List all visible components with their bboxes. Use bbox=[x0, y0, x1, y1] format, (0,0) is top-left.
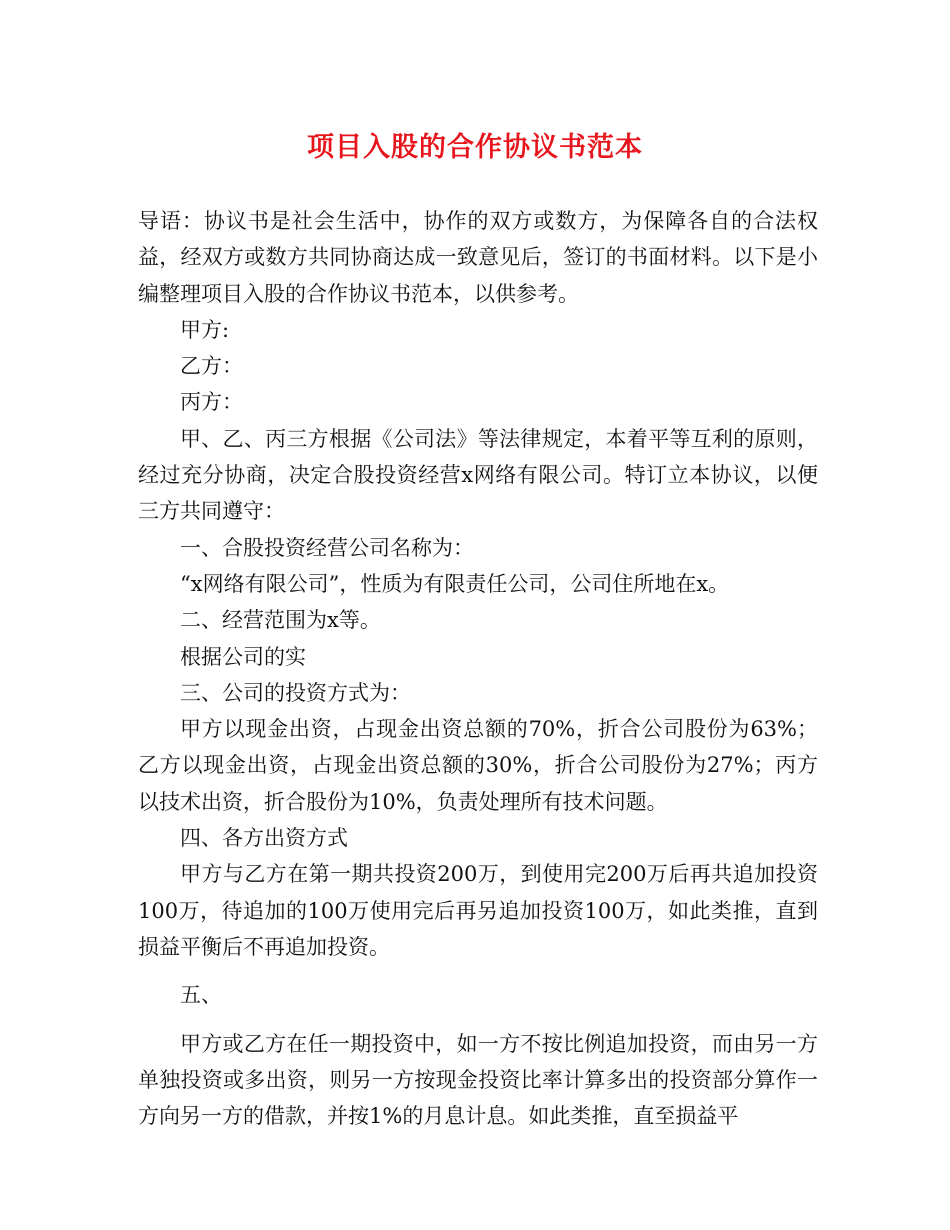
section-5-heading: 五、 bbox=[180, 983, 222, 1008]
party-b-line: 乙方： bbox=[180, 354, 243, 379]
section-5-text: 甲方或乙方在任一期投资中，如一方不按比例追加投资，而由另一方单独投资或多出资，则另一方按现金投资比率计算多出的投资部分算作一方向另一方的借款，并按1%的月息计息。如此类推，直至损益平 bbox=[138, 1031, 818, 1129]
section-2-heading: 二、经营范围为x等。 bbox=[180, 608, 381, 633]
intro-paragraph: 导语：协议书是社会生活中，协作的双方或数方，为保障各自的合法权益，经双方或数方共同协商达成一致意见后，签订的书面材料。以下是小编整理项目入股的合作协议书范本，以供参考。 bbox=[138, 209, 818, 306]
document-body bbox=[138, 203, 818, 1134]
section-3-heading: 三、公司的投资方式为： bbox=[180, 680, 411, 705]
section-4-heading: 四、各方出资方式 bbox=[180, 826, 348, 851]
document-title: 项目入股的合作协议书范本 bbox=[307, 132, 643, 163]
preamble-paragraph: 甲、乙、丙三方根据《公司法》等法律规定，本着平等互利的原则，经过充分协商，决定合股投资经营x网络有限公司。特订立本协议，以便三方共同遵守： bbox=[138, 426, 818, 524]
section-1-text: “x网络有限公司”，性质为有限责任公司，公司住所地在x。 bbox=[180, 571, 730, 596]
party-c-line: 丙方： bbox=[180, 390, 243, 415]
section-2-text: 根据公司的实 bbox=[180, 644, 306, 669]
section-1-heading: 一、合股投资经营公司名称为： bbox=[180, 535, 474, 560]
section-4-text: 甲方与乙方在第一期共投资200万，到使用完200万后再共追加投资100万，待追加的100万使用完后再另追加投资100万，如此类推，直到损益平衡后不再追加投资。 bbox=[138, 862, 818, 959]
party-a-line: 甲方: bbox=[180, 317, 230, 342]
section-3-text: 甲方以现金出资，占现金出资总额的70%，折合公司股份为63%；乙方以现金出资，占现金出资总额的30%，折合公司股份为27%；丙方以技术出资，折合股份为10%，负责处理所有技术问题。 bbox=[138, 717, 818, 814]
